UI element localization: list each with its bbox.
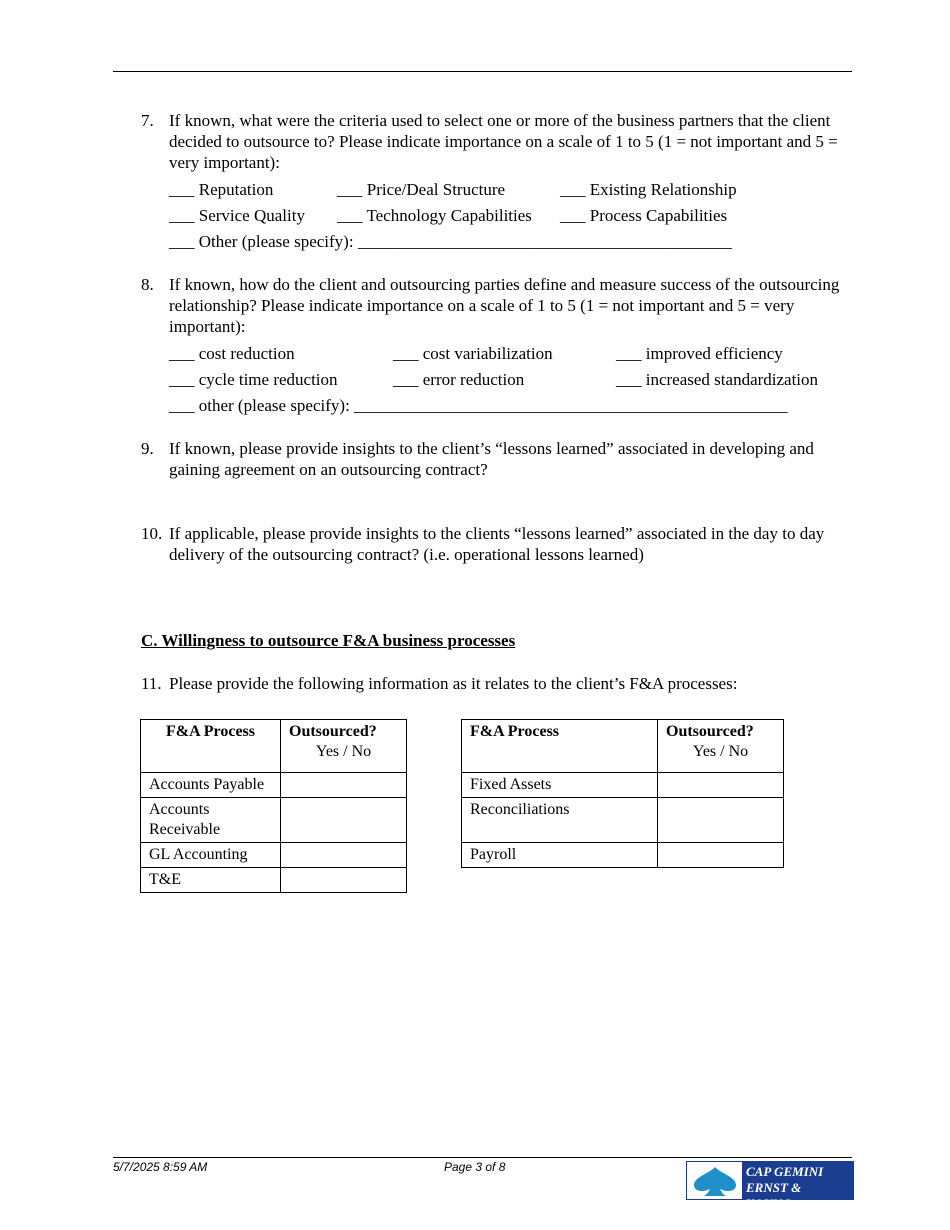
question-11: [141, 673, 853, 694]
section-heading: C. Willingness to outsource F&A business processes: [141, 631, 516, 650]
option: ___ Existing Relationship: [560, 180, 737, 199]
process-cell: Reconciliations: [462, 798, 658, 843]
table-row: [141, 843, 407, 868]
option: ___ Process Capabilities: [560, 206, 728, 225]
option: ___ increased standardization: [616, 370, 819, 389]
process-cell: Fixed Assets: [462, 773, 658, 798]
option: ___ Price/Deal Structure: [337, 180, 506, 199]
table-row: [141, 798, 407, 843]
logo-line-2: ERNST & YOUNG: [746, 1180, 802, 1211]
option: ___ improved efficiency: [616, 344, 783, 363]
process-cell: T&E: [141, 868, 281, 893]
option: ___ cycle time reduction: [169, 370, 338, 389]
question-number: 11.: [141, 674, 162, 693]
option: ___ Service Quality: [169, 206, 305, 225]
question-number: 10.: [141, 524, 163, 543]
question-text: Please provide the following information as it relates to the client’s F&A processes:: [169, 674, 738, 693]
question-text: If applicable, please provide insights to the clients “lessons learned” associated in the day to day delivery of the outsourcing contract? (i.e. operational lessons learned): [169, 524, 825, 564]
outsourced-cell[interactable]: [281, 798, 407, 843]
column-header-sub: Yes / No: [692, 743, 749, 760]
table-row: [462, 843, 784, 868]
question-number: 8.: [141, 275, 154, 294]
column-header: F&A Process: [141, 720, 281, 773]
option: ___ Reputation: [169, 180, 274, 199]
option-other: ___ other (please specify): ___________________________________________________: [169, 396, 788, 415]
column-header-label: Outsourced?: [289, 723, 377, 740]
question-10: [141, 523, 853, 565]
question-text: If known, what were the criteria used to select one or more of the business partners that the client decided to outsource to? Please indicate importance on a scale of 1 to 5 (1 = not important and 5 = very important):: [169, 111, 838, 172]
footer-date: 5/7/2025 8:59 AM: [113, 1160, 208, 1174]
footer-rule: [113, 1157, 852, 1158]
option: ___ cost variabilization: [393, 344, 553, 363]
process-cell: Accounts Payable: [141, 773, 281, 798]
column-header: [658, 720, 784, 773]
question-text: If known, please provide insights to the client’s “lessons learned” associated in developing and gaining agreement on an outsourcing contract?: [169, 439, 814, 479]
table-header-row: [462, 720, 784, 773]
option: ___ error reduction: [393, 370, 525, 389]
column-header-sub: Yes / No: [315, 743, 372, 760]
outsourced-cell[interactable]: [658, 773, 784, 798]
company-logo: [686, 1161, 854, 1211]
question-number: 9.: [141, 439, 154, 458]
outsourced-cell[interactable]: [658, 798, 784, 843]
question-8: [141, 274, 853, 337]
fa-process-table-right: [461, 719, 784, 868]
question-9: [141, 438, 853, 480]
header-rule: [113, 71, 852, 72]
fa-process-table-left: [140, 719, 407, 893]
process-cell: Payroll: [462, 843, 658, 868]
option: ___ Technology Capabilities: [337, 206, 532, 225]
logo-line-1: CAP GEMINI: [746, 1164, 824, 1179]
outsourced-cell[interactable]: [281, 843, 407, 868]
table-row: [462, 773, 784, 798]
process-cell: Accounts Receivable: [141, 798, 281, 843]
outsourced-cell[interactable]: [281, 868, 407, 893]
spade-logo-icon: [687, 1162, 742, 1199]
table-row: [141, 773, 407, 798]
process-cell: GL Accounting: [141, 843, 281, 868]
table-row: [141, 868, 407, 893]
footer-page-number: Page 3 of 8: [444, 1160, 506, 1174]
table-row: [462, 798, 784, 843]
option: ___ cost reduction: [169, 344, 295, 363]
outsourced-cell[interactable]: [658, 843, 784, 868]
logo-text: [742, 1162, 853, 1211]
column-header: [281, 720, 407, 773]
option-other: ___ Other (please specify): ____________________________________________: [169, 232, 732, 251]
column-header: F&A Process: [462, 720, 658, 773]
question-number: 7.: [141, 111, 154, 130]
column-header-label: Outsourced?: [666, 723, 754, 740]
question-text: If known, how do the client and outsourcing parties define and measure success of the outsourcing relationship? Please indicate importance on a scale of 1 to 5 (1 = not important and 5 = very important):: [169, 275, 840, 336]
outsourced-cell[interactable]: [281, 773, 407, 798]
question-7: [141, 110, 853, 173]
table-header-row: [141, 720, 407, 773]
